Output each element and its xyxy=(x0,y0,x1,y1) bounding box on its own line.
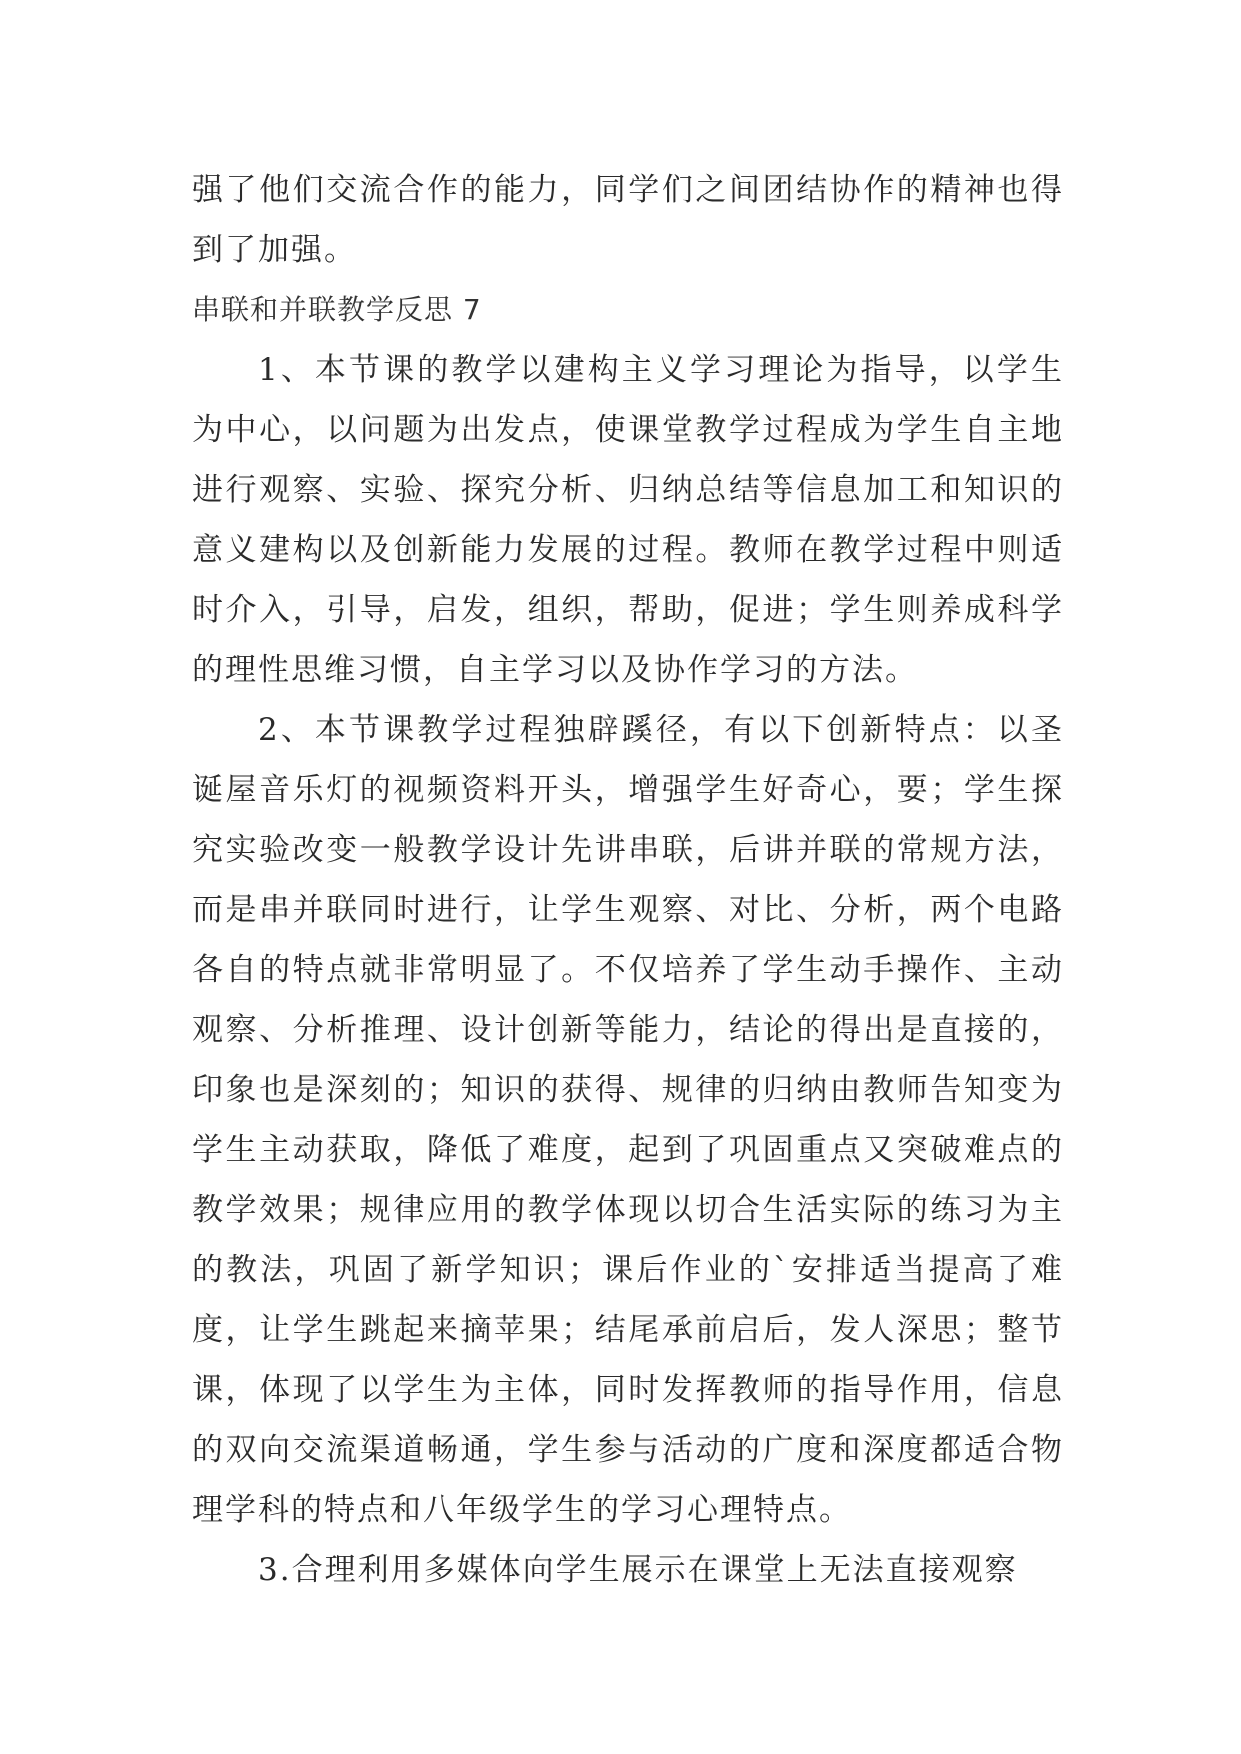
text-line: 到了加强。 xyxy=(192,232,357,268)
text-line: 的理性思维习惯，自主学习以及协作学习的方法。 xyxy=(192,652,918,688)
text-line: 度，让学生跳起来摘苹果；结尾承前启后，发人深思；整节 xyxy=(192,1312,1064,1348)
text-line: 1、本节课的教学以建构主义学习理论为指导，以学生 xyxy=(258,352,1064,388)
text-line: 教学效果；规律应用的教学体现以切合生活实际的练习为主 xyxy=(192,1192,1064,1228)
text-line: 的教法，巩固了新学知识；课后作业的`安排适当提高了难 xyxy=(192,1252,1064,1288)
text-line: 而是串并联同时进行，让学生观察、对比、分析，两个电路 xyxy=(192,892,1064,928)
text-line: 意义建构以及创新能力发展的过程。教师在教学过程中则适 xyxy=(192,532,1064,568)
text-line: 强了他们交流合作的能力，同学们之间团结协作的精神也得 xyxy=(192,172,1064,208)
text-line: 理学科的特点和八年级学生的学习心理特点。 xyxy=(192,1492,852,1528)
text-line: 时介入，引导，启发，组织，帮助，促进；学生则养成科学 xyxy=(192,592,1064,628)
text-line: 进行观察、实验、探究分析、归纳总结等信息加工和知识的 xyxy=(192,472,1064,508)
text-line: 的双向交流渠道畅通，学生参与活动的广度和深度都适合物 xyxy=(192,1432,1064,1468)
text-line: 学生主动获取，降低了难度，起到了巩固重点又突破难点的 xyxy=(192,1132,1064,1168)
text-line: 究实验改变一般教学设计先讲串联，后讲并联的常规方法， xyxy=(192,832,1064,868)
text-line: 观察、分析推理、设计创新等能力，结论的得出是直接的， xyxy=(192,1012,1064,1048)
text-line: 3.合理利用多媒体向学生展示在课堂上无法直接观察 xyxy=(258,1552,1018,1588)
text-line: 印象也是深刻的；知识的获得、规律的归纳由教师告知变为 xyxy=(192,1072,1064,1108)
section-title: 串联和并联教学反思 7 xyxy=(192,293,482,326)
text-line: 各自的特点就非常明显了。不仅培养了学生动手操作、主动 xyxy=(192,952,1064,988)
text-line: 诞屋音乐灯的视频资料开头，增强学生好奇心，要；学生探 xyxy=(192,772,1064,808)
text-line: 课，体现了以学生为主体，同时发挥教师的指导作用，信息 xyxy=(192,1372,1064,1408)
document-body xyxy=(192,160,1064,1600)
text-line: 2、本节课教学过程独辟蹊径，有以下创新特点：以圣 xyxy=(258,712,1064,748)
text-line: 为中心，以问题为出发点，使课堂教学过程成为学生自主地 xyxy=(192,412,1064,448)
